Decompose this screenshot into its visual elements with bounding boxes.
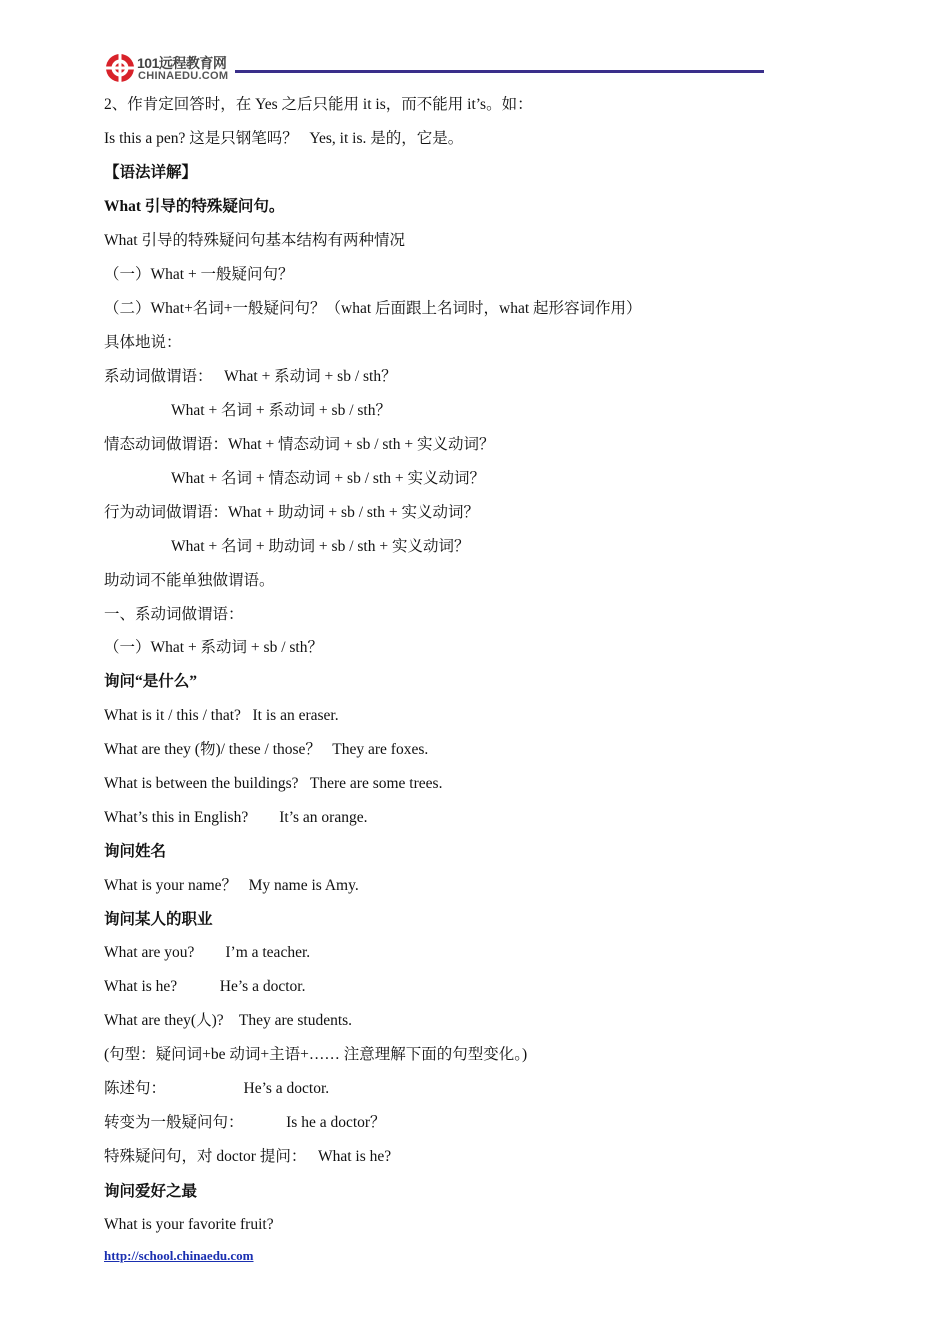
text-line: What is it / this / that? It is an eraser. <box>104 707 339 724</box>
logo-text-cn: 101远程教育网 <box>137 55 227 71</box>
text-line: What is between the buildings? There are some trees. <box>104 775 443 792</box>
section-heading: 询问“是什么” <box>104 673 198 690</box>
text-line: （一）What + 一般疑问句？ <box>104 266 294 283</box>
footer-link[interactable]: http://school.chinaedu.com <box>104 1248 254 1263</box>
text-line: 情态动词做谓语：What + 情态动词 + sb / sth + 实义动词？ <box>104 436 495 453</box>
site-logo <box>104 52 234 86</box>
text-line: 2、作肯定回答时，在 Yes 之后只能用 it is，而不能用 it’s。如： <box>104 96 533 113</box>
section-heading: 询问爱好之最 <box>104 1183 198 1200</box>
text-line: What is your name？ My name is Amy. <box>104 877 359 894</box>
text-line: 系动词做谓语： What + 系动词 + sb / sth？ <box>104 368 397 385</box>
text-line: What’s this in English? It’s an orange. <box>104 809 368 826</box>
text-line: What + 名词 + 情态动词 + sb / sth + 实义动词？ <box>171 470 485 487</box>
text-line: What + 名词 + 助动词 + sb / sth + 实义动词？ <box>171 538 470 555</box>
text-line: What are they(人)? They are students. <box>104 1012 353 1029</box>
text-line: （二）What+名词+一般疑问句？（what 后面跟上名词时，what 起形容词作用） <box>104 300 642 317</box>
text-line: 转变为一般疑问句： Is he a doctor？ <box>104 1114 386 1131</box>
section-heading: What 引导的特殊疑问句。 <box>104 198 285 215</box>
section-heading: 询问姓名 <box>104 843 167 860</box>
text-line: 行为动词做谓语：What + 助动词 + sb / sth + 实义动词？ <box>104 504 479 521</box>
text-line: 陈述句： He’s a doctor. <box>104 1080 330 1097</box>
text-line: (句型：疑问词+be 动词+主语+…… 注意理解下面的句型变化。) <box>104 1046 528 1063</box>
text-line: Is this a pen? 这是只钢笔吗？ Yes, it is. 是的，它是。 <box>104 130 464 147</box>
page-header <box>104 48 764 88</box>
logo-text-en: CHINAEDU.COM <box>138 70 229 82</box>
header-divider <box>235 70 764 73</box>
text-line: 一、系动词做谓语： <box>104 606 244 623</box>
section-heading: 【语法详解】 <box>104 164 198 181</box>
text-line: What is your favorite fruit? <box>104 1216 274 1233</box>
text-line: 具体地说： <box>104 334 182 351</box>
text-line: 助动词不能单独做谓语。 <box>104 572 275 589</box>
text-line: 特殊疑问句，对 doctor 提问： What is he? <box>104 1148 392 1165</box>
text-line: What are they (物)/ these / those？ They are foxes. <box>104 741 429 758</box>
text-line: What 引导的特殊疑问句基本结构有两种情况 <box>104 232 405 249</box>
text-line: （一）What + 系动词 + sb / sth？ <box>104 639 323 656</box>
logo-mark-icon <box>104 52 136 84</box>
text-line: What + 名词 + 系动词 + sb / sth？ <box>171 402 391 419</box>
text-line: What are you? I’m a teacher. <box>104 944 311 961</box>
section-heading: 询问某人的职业 <box>104 911 213 928</box>
text-line: What is he? He’s a doctor. <box>104 978 306 995</box>
